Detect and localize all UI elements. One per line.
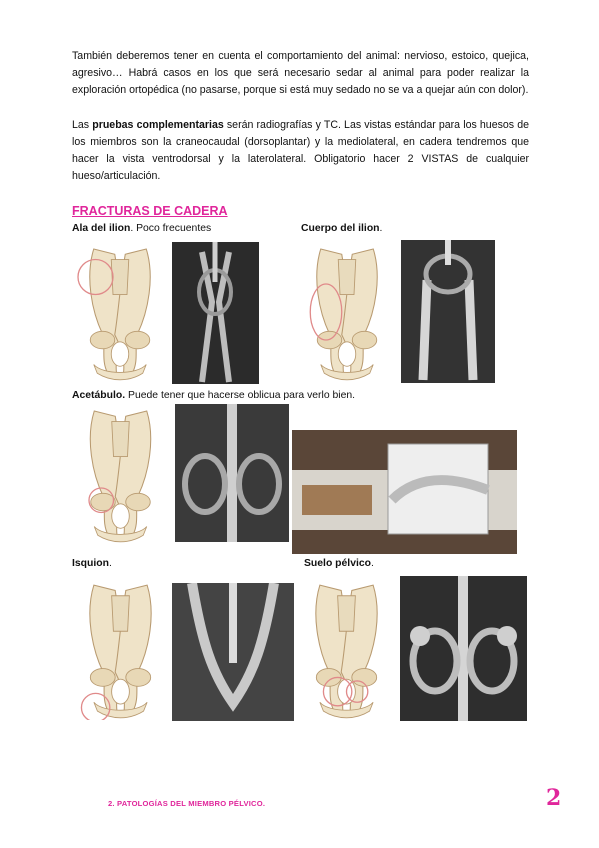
label-suelo-pelvico: Suelo pélvico. <box>304 558 374 569</box>
label-isquion: Isquion. <box>72 558 112 569</box>
label-cuerpo-ilion: Cuerpo del ilion. <box>301 223 383 234</box>
pelvis-diagram-cuerpo <box>299 242 395 382</box>
pelvis-diagram-ala <box>72 242 168 382</box>
photo-oblique-positioning <box>292 430 517 554</box>
xray-isquion <box>172 583 294 721</box>
pelvis-diagram-isquion <box>72 578 169 720</box>
footer-chapter: 2. PATOLOGÍAS DEL MIEMBRO PÉLVICO. <box>108 799 266 808</box>
page-number: 2 <box>546 785 562 811</box>
section-title: FRACTURAS DE CADERA <box>72 204 228 218</box>
label-acetabulo: Acetábulo. Puede tener que hacerse oblicua para verlo bien. <box>72 390 356 401</box>
tests-bold-term: pruebas complementarias <box>92 119 224 131</box>
xray-ala-ilion <box>172 242 259 384</box>
intro-paragraph-behavior: También deberemos tener en cuenta el comportamiento del animal: nervioso, estoico, quejica, agresivo… Habrá casos en los que será necesario sedar al animal para poder realizar la exploración ortopédica (no pasarse, porque si está muy sedado no se va a quejar aún con dolor). <box>72 50 529 96</box>
intro-paragraph-tests <box>72 117 529 185</box>
xray-suelo-pelvico <box>400 576 527 721</box>
tests-text-post: serán radiografías y TC. Las vistas estándar para los huesos de los miembros son la craneocaudal (dorsoplantar) y la mediolateral, en cadera tendremos que hacer la vista ventrodorsal y la laterolateral. Obligatorio hacer 2 VISTAS de cualquier hueso/articulación. <box>72 119 529 182</box>
label-ala-ilion: Ala del ilion. Poco frecuentes <box>72 223 212 234</box>
tests-text-pre: Las <box>72 119 93 131</box>
xray-cuerpo-ilion <box>401 240 495 383</box>
xray-acetabulo <box>175 404 289 542</box>
pelvis-diagram-acetabulo <box>72 404 169 544</box>
pelvis-diagram-suelo <box>298 578 395 720</box>
